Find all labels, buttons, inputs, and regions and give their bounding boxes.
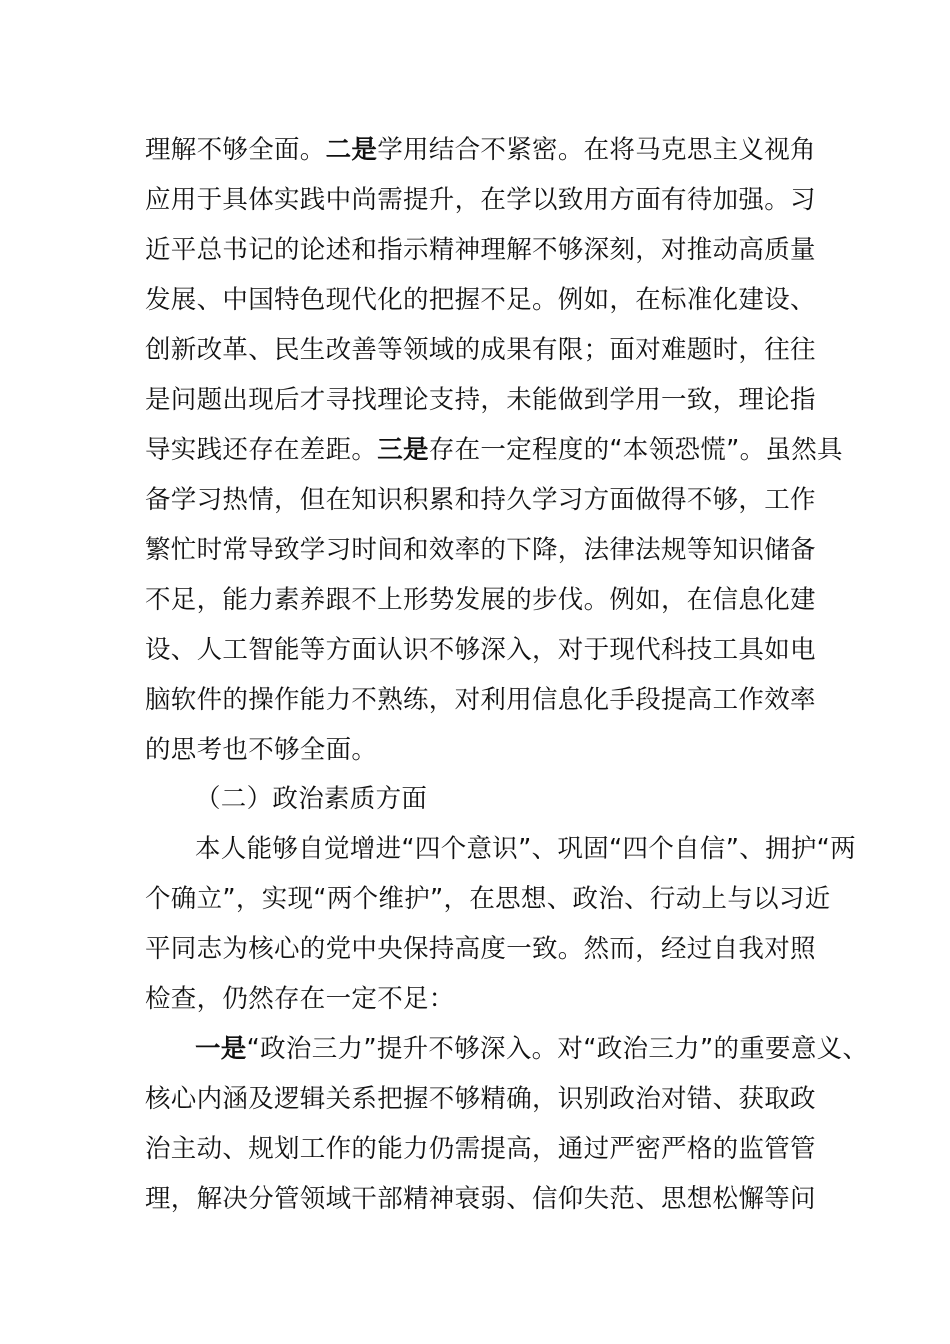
text-line: 平同志为核心的党中央保持高度一致。然而，经过自我对照: [145, 934, 816, 964]
section-heading: （二）政治素质方面: [195, 784, 428, 814]
text-run: “政治三力”提升不够深入。对“政治三力”的重要意义、: [246, 1034, 869, 1064]
text-line: 检查，仍然存在一定不足：: [145, 984, 455, 1014]
text-line: 近平总书记的论述和指示精神理解不够深刻，对推动高质量: [145, 235, 816, 265]
text-line: 应用于具体实践中尚需提升，在学以致用方面有待加强。习: [145, 185, 816, 215]
bold-marker: 三是: [377, 435, 429, 465]
text-line: 理，解决分管领域干部精神衰弱、信仰失范、思想松懈等问: [145, 1184, 816, 1214]
text-line: 核心内涵及逻辑关系把握不够精确，识别政治对错、获取政: [145, 1084, 816, 1114]
text-line: 繁忙时常导致学习时间和效率的下降，法律法规等知识储备: [145, 535, 816, 565]
text-line: 设、人工智能等方面认识不够深入，对于现代科技工具如电: [145, 635, 816, 665]
bold-marker: 一是: [195, 1034, 247, 1064]
text-run: 理解不够全面。: [145, 135, 326, 165]
text-line: 创新改革、民生改善等领域的成果有限；面对难题时，往往: [145, 335, 816, 365]
text-line: 本人能够自觉增进“四个意识”、巩固“四个自信”、拥护“两: [195, 834, 856, 864]
text-line: [145, 425, 843, 475]
text-line: 发展、中国特色现代化的把握不足。例如，在标准化建设、: [145, 285, 816, 315]
text-line: 治主动、规划工作的能力仍需提高，通过严密严格的监管管: [145, 1134, 816, 1164]
text-run: 学用结合不紧密。在将马克思主义视角: [377, 135, 816, 165]
text-line: [145, 125, 816, 175]
text-line: 备学习热情，但在知识积累和持久学习方面做得不够，工作: [145, 485, 816, 515]
text-run: 存在一定程度的“本领恐慌”。虽然具: [428, 435, 843, 465]
text-line: 是问题出现后才寻找理论支持，未能做到学用一致，理论指: [145, 385, 816, 415]
bold-marker: 二是: [325, 135, 378, 165]
text-line: 个确立”，实现“两个维护”，在思想、政治、行动上与以习近: [145, 884, 831, 914]
text-line: 脑软件的操作能力不熟练，对利用信息化手段提高工作效率: [145, 685, 816, 715]
text-line: 的思考也不够全面。: [145, 735, 378, 765]
text-line: [195, 1024, 868, 1074]
text-run: 导实践还存在差距。: [145, 435, 378, 465]
text-line: 不足，能力素养跟不上形势发展的步伐。例如，在信息化建: [145, 585, 816, 615]
